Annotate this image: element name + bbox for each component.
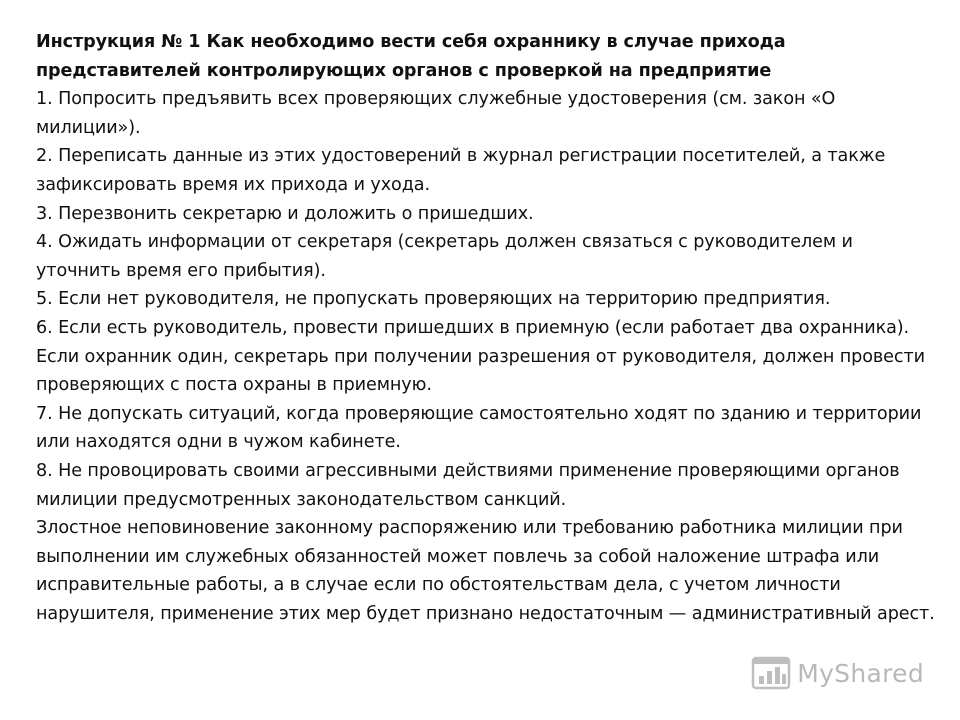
- watermark-text: MyShared: [797, 658, 924, 688]
- instruction-item-4: 4. Ожидать информации от секретаря (секретарь должен связаться с руководителем и уточнить время его прибытия).: [36, 232, 853, 281]
- instruction-item-2: 2. Переписать данные из этих удостоверений в журнал регистрации посетителей, а также зафиксировать время их прихода и ухода.: [36, 146, 886, 195]
- instruction-item-1: 1. Попросить предъявить всех проверяющих служебные удостоверения (см. закон «О милиции»).: [36, 89, 836, 138]
- closing-paragraph: Злостное неповиновение законному распоряжению или требованию работника милиции при выполнении им служебных обязанностей может повлечь за собой наложение штрафа или исправительные работы, а в случае если по обстоятельствам дела, с учетом личности нарушителя, применение этих мер будет признано недостаточным — административный арест.: [36, 518, 935, 624]
- instruction-item-7: 7. Не допускать ситуаций, когда проверяющие самостоятельно ходят по зданию и территории или находятся одни в чужом кабинете.: [36, 403, 922, 453]
- instruction-text: [36, 28, 936, 628]
- watermark: [751, 656, 924, 690]
- instruction-title: Инструкция № 1 Как необходимо вести себя охраннику в случае прихода представителей контролирующих органов с проверкой на предприятие: [36, 32, 786, 81]
- instruction-item-3: 3. Перезвонить секретарю и доложить о пришедших.: [36, 203, 534, 224]
- instruction-item-8: 8. Не провоцировать своими агрессивными действиями применение проверяющими органов милиции предусмотренных законодательством санкций.: [36, 460, 900, 510]
- instruction-item-5: 5. Если нет руководителя, не пропускать проверяющих на территорию предприятия.: [36, 289, 831, 310]
- instruction-item-6: 6. Если есть руководитель, провести пришедших в приемную (если работает два охранника). Если охранник один, секретарь при получении разрешения от руководителя, должен провести проверяющих с поста охраны в приемную.: [36, 317, 925, 396]
- myshared-logo-icon: [751, 656, 791, 690]
